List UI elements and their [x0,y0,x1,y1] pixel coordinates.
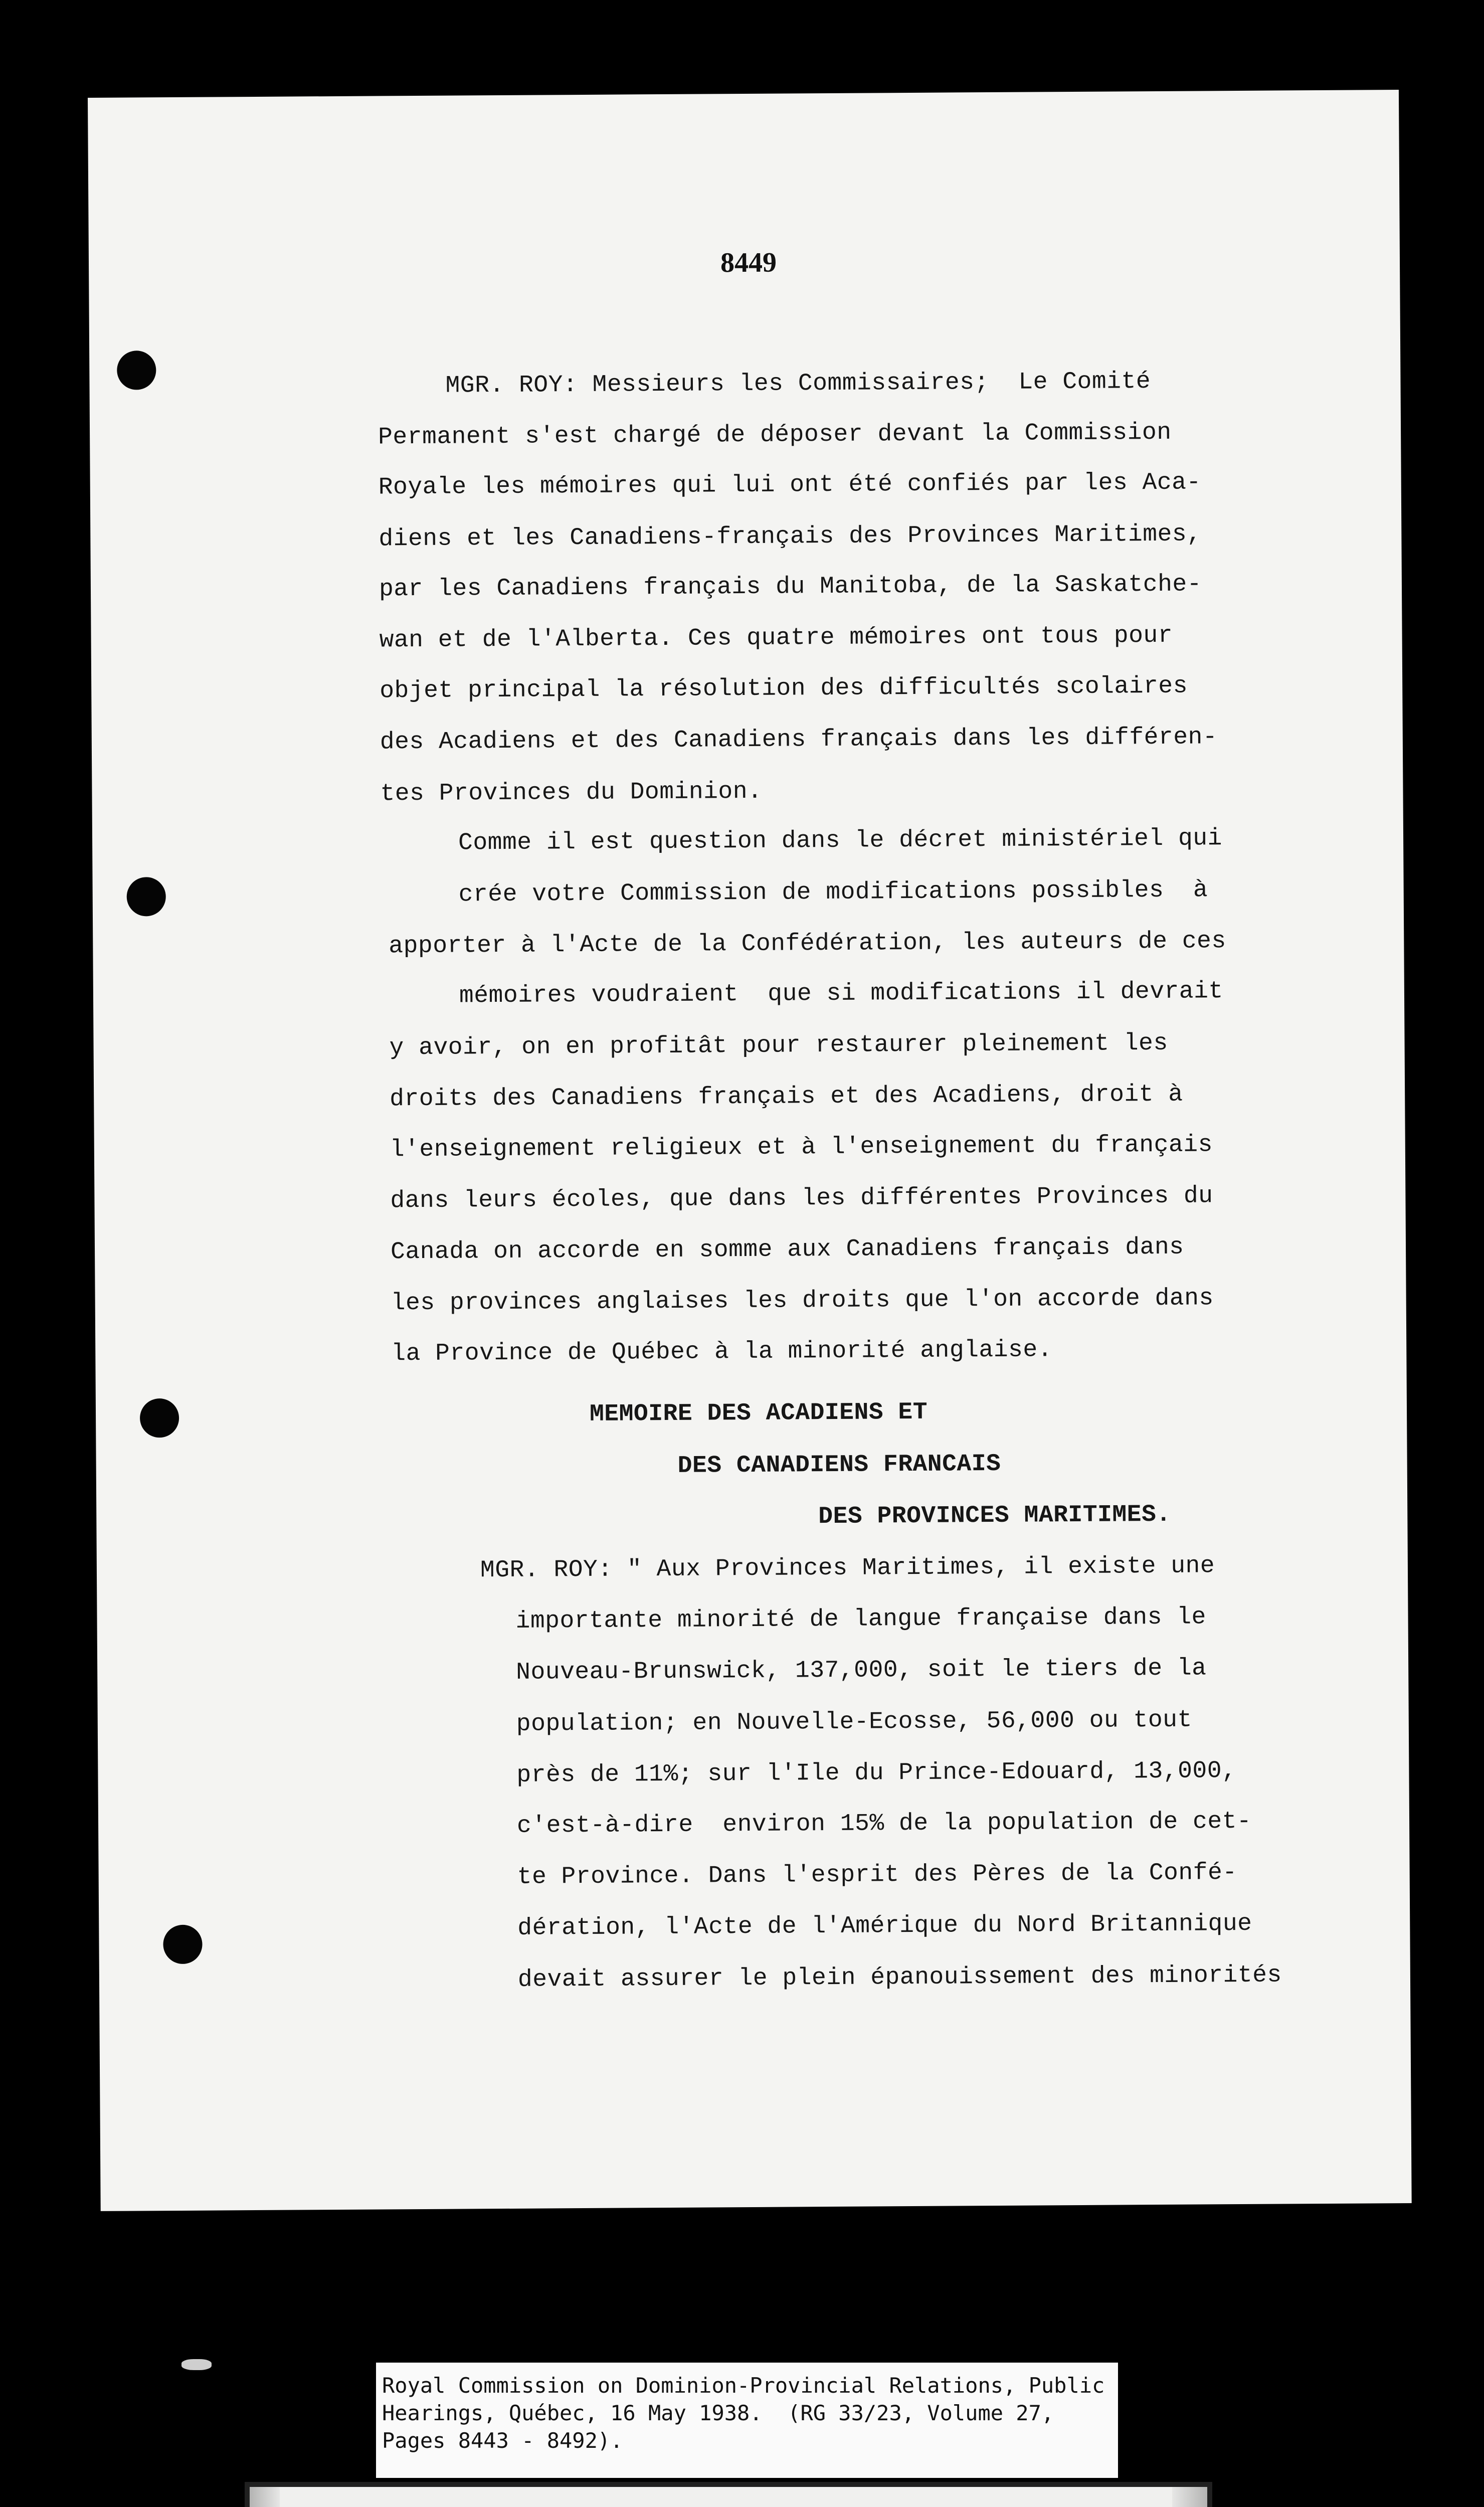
text-line: y avoir, on en profitât pour restaurer pleinement les [389,1029,1168,1062]
text-line: droits des Canadiens français et des Acadiens, droit à [390,1081,1183,1113]
text-line: par les Canadiens français du Manitoba, de la Saskatche- [379,571,1202,603]
text-line: objet principal la résolution des difficultés scolaires [380,672,1188,705]
text-line: Royale les mémoires qui lui ont été confiés par les Aca- [378,469,1201,501]
text-line: Comme il est question dans le décret ministériel qui [458,825,1223,857]
text-line: importante minorité de langue française dans le [515,1603,1207,1635]
caption-line: Hearings, Québec, 16 May 1938. (RG 33/23, Volume 27, [382,2401,1054,2425]
stamp-edge [1172,2487,1207,2507]
text-line: Permanent s'est chargé de déposer devant la Commission [378,419,1172,451]
section-heading: DES CANADIENS FRANCAIS [677,1450,1001,1480]
section-heading: MEMOIRE DES ACADIENS ET [589,1398,928,1428]
caption-line: Royal Commission on Dominion-Provincial Relations, Public [382,2373,1105,2398]
stamp-edge [250,2487,280,2507]
text-line: mémoires voudraient que si modifications il devrait [459,978,1223,1010]
text-line: les provinces anglaises les droits que l'on accorde dans [391,1285,1214,1317]
text-line: devait assurer le plein épanouissement des minorités [517,1961,1282,1994]
text-line: dération, l'Acte de l'Amérique du Nord Britannique [517,1910,1252,1942]
text-line: wan et de l'Alberta. Ces quatre mémoires ont tous pour [379,622,1173,654]
text-line: des Acadiens et des Canadiens français dans les différen- [380,724,1218,756]
text-line: Nouveau-Brunswick, 137,000, soit le tiers de la [516,1655,1207,1686]
section-heading: DES PROVINCES MARITIMES. [818,1501,1171,1531]
text-line: tes Provinces du Dominion. [380,778,763,808]
document-page [88,90,1412,2211]
text-line: crée votre Commission de modifications possibles à [458,876,1208,909]
punch-hole-bottom [163,1925,202,1964]
text-line: la Province de Québec à la minorité anglaise. [391,1336,1053,1368]
page-number: 8449 [720,247,777,279]
text-line: Canada on accorde en somme aux Canadiens français dans [390,1233,1184,1266]
text-line: MGR. ROY: " Aux Provinces Maritimes, il existe une [480,1552,1215,1584]
text-line: te Province. Dans l'esprit des Pères de la Confé- [517,1859,1237,1891]
caption-line: Pages 8443 - 8492). [382,2428,623,2453]
text-line: l'enseignement religieux et à l'enseignement du français [390,1131,1213,1164]
archival-caption [376,2363,1118,2478]
text-line: population; en Nouvelle-Ecosse, 56,000 ou tout [516,1706,1192,1738]
text-line: c'est-à-dire environ 15% de la population de cet- [516,1808,1252,1840]
punch-hole-lower [140,1398,179,1438]
punch-hole-middle [126,877,165,916]
text-line: apporter à l'Acte de la Confédération, les auteurs de ces [389,928,1226,960]
punch-hole-top [117,350,156,390]
text-line: MGR. ROY: Messieurs les Commissaires; Le Comité [445,368,1151,400]
text-line: diens et les Canadiens-français des Provinces Maritimes, [379,520,1202,553]
text-line: dans leurs écoles, que dans les différentes Provinces du [390,1182,1213,1215]
archives-stamp [245,2482,1212,2507]
dust-speck [181,2359,212,2370]
text-line: près de 11%; sur l'Ile du Prince-Edouard, 13,000, [516,1757,1237,1789]
